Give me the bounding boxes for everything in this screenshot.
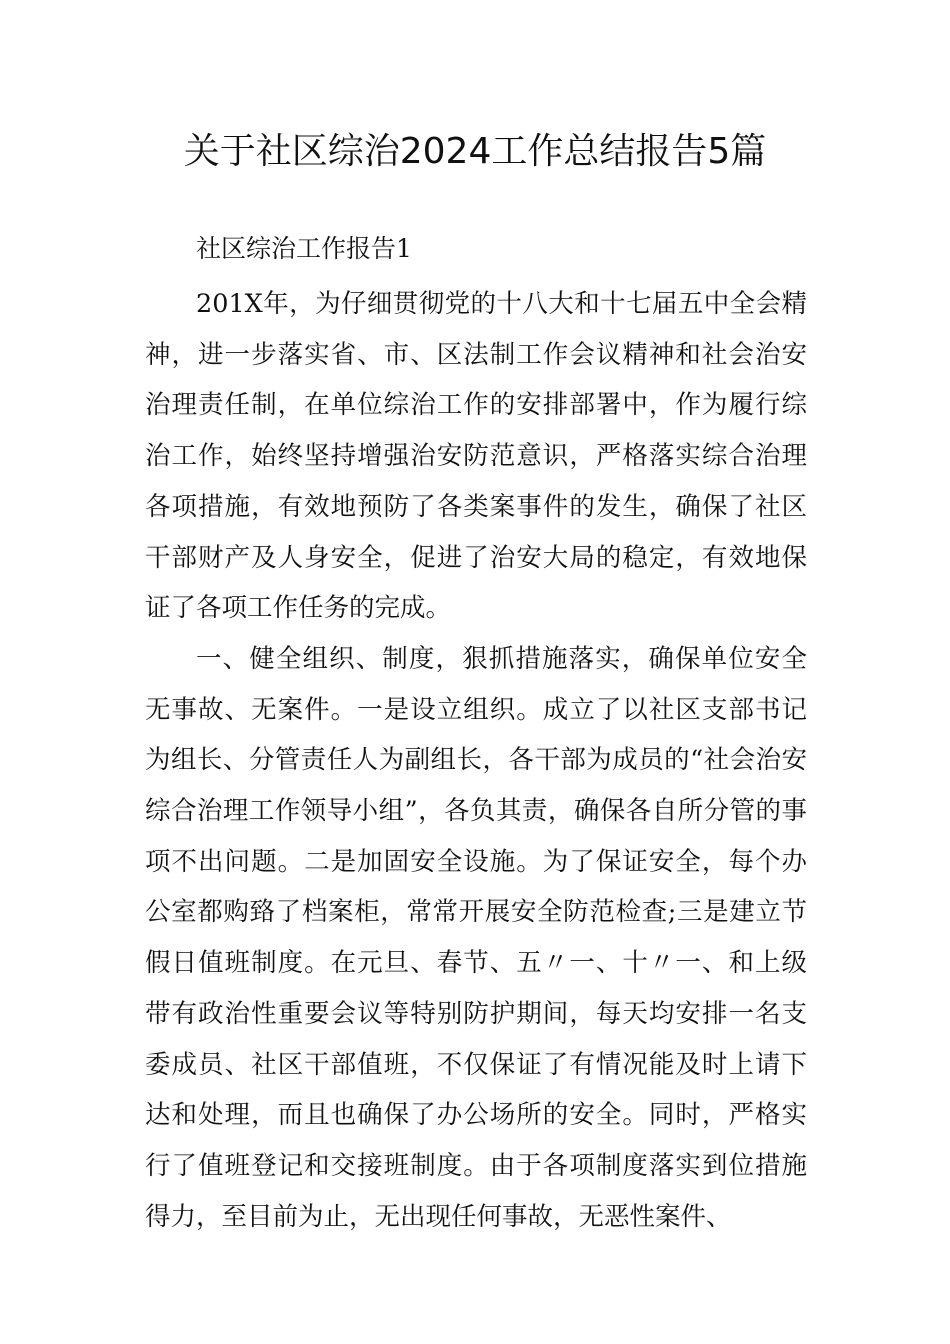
- paragraph-section-one: 一、健全组织、制度，狠抓措施落实，确保单位安全无事故、无案件。一是设立组织。成立了以社区支部书记为组长、分管责任人为副组长，各干部为成员的“社会治安综合治理工作领导小组”，各负其责，确保各自所分管的事项不出问题。二是加固安全设施。为了保证安全，每个办公室都购臵了档案柜，常常开展安全防范检查;三是建立节假日值班制度。在元旦、春节、五〃一、十〃一、和上级带有政治性重要会议等特别防护期间，每天均安排一名支委成员、社区干部值班，不仅保证了有情况能及时上请下达和处理，而且也确保了办公场所的安全。同时，严格实行了值班登记和交接班制度。由于各项制度落实到位措施得力，至目前为止，无出现任何事故，无恶性案件、: [145, 643, 807, 1232]
- document-body: [145, 279, 807, 1242]
- document-title: 关于社区综治2024工作总结报告5篇: [183, 131, 767, 172]
- paragraph-intro: 201X年，为仔细贯彻党的十八大和十七届五中全会精神，进一步落实省、市、区法制工作会议精神和社会治安治理责任制，在单位综治工作的安排部署中，作为履行综治工作，始终坚持增强治安防范意识，严格落实综合治理各项措施，有效地预防了各类案事件的发生，确保了社区干部财产及人身安全，促进了治安大局的稳定，有效地保证了各项工作任务的完成。: [145, 289, 807, 624]
- section-subheading: 社区综治工作报告1: [196, 234, 412, 263]
